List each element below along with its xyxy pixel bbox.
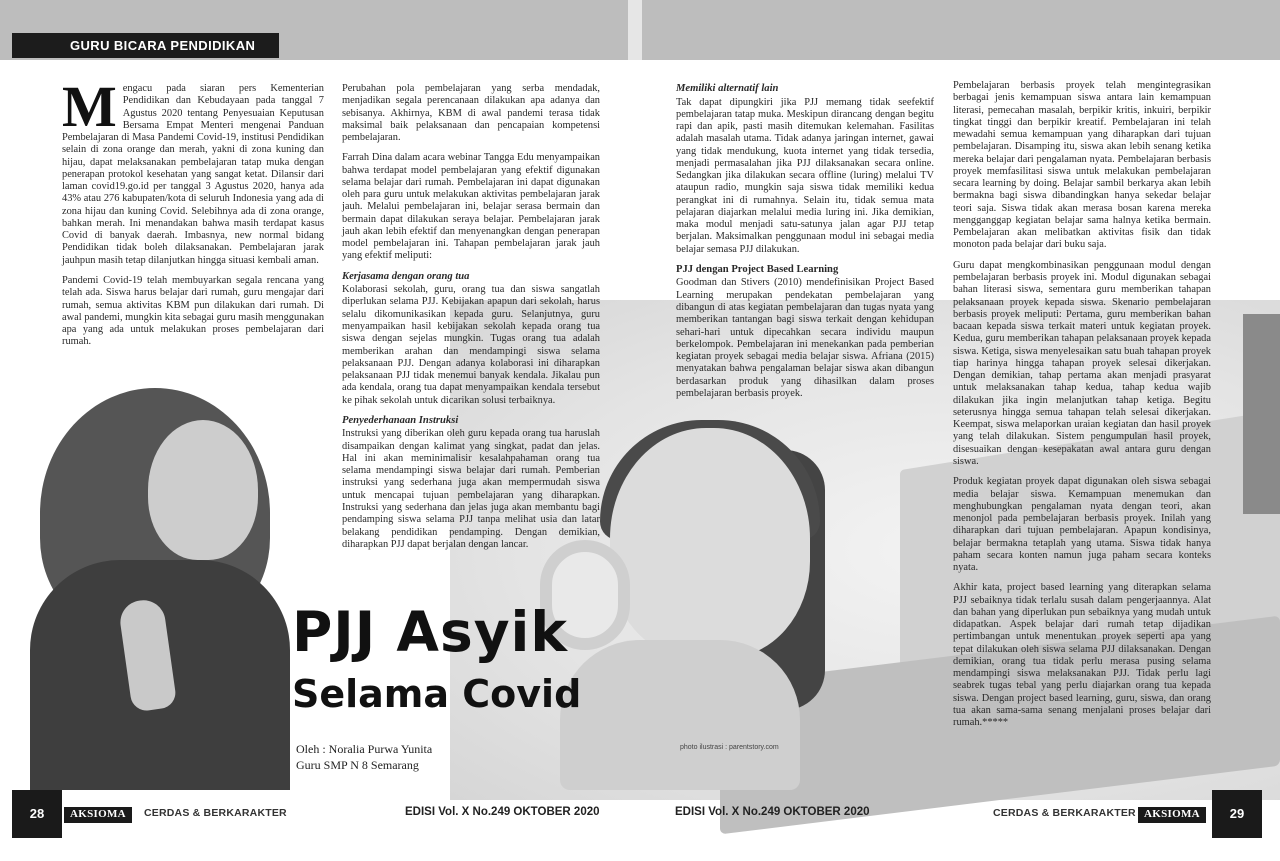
subheading: PJJ dengan Project Based Learning — [676, 263, 839, 275]
photo-credit: photo ilustrasi : parentstory.com — [680, 744, 779, 751]
author-name: Oleh : Noralia Purwa Yunita — [296, 742, 433, 756]
paragraph: Pembelajaran berbasis proyek telah mengintegrasikan berbagai jenis kemampuan siswa antara lain kemampuan literasi, pemecahan masalah, berpikir kritis, inkuiri, berpikir tingkat tinggi dan berpikir kreatif. Pembelajaran ini telah mewadahi semua kemampuan yang diharapkan dari tujuan pembelajaran. Disamping itu, siswa akan lebih senang ketika mereka belajar dari pengalaman nyata. Pembelajaran berbasis proyek memfasilitasi siswa untuk melakukan pembelajaran secara learning by doing. Belajar sambil berkarya akan lebih bermakna bagi siswa dibandingkan hanya sekedar belajar teori saja. Siswa tidak akan merasa bosan karena mereka mengganggap kegiatan belajar sama halnya ketika bermain. Pembelajaran akan melibatkan aktivitas fisik dan tidak monoton pada belajar dari buku saja. — [953, 80, 1211, 251]
author-face-image — [148, 420, 258, 560]
page-number-left: 28 — [12, 790, 62, 838]
author-role: Guru SMP N 8 Semarang — [296, 758, 419, 773]
tagline-left: CERDAS & BERKARAKTER — [144, 807, 287, 819]
paragraph: Farrah Dina dalam acara webinar Tangga Edu menyampaikan bahwa terdapat model pembelajaran yang efektif digunakan selama belajar dari rumah. Pembelajaran ini dapat digunakan oleh para guru untuk melakukan aktivitas pembelajaran jarak jauh. Melalui pembelajaran ini, belajar serasa bermain dan bermain dapat dilakukan seraya belajar. Pembelajaran jarak jauh akan lebih efektif dan menyenangkan dengan penerapan model pembelajaran ini. Tahapan pembelajaran jarak jauh yang efektif meliputi: — [342, 152, 600, 262]
paragraph: Kolaborasi sekolah, guru, orang tua dan siswa sangatlah diperlukan selama PJJ. Kebijakan apapun dari sekolah, harus selalu dikomunikasikan kepada guru. Selanjutnya, guru menyampaikan hasil kebijakan sekolah kepada orang tua siswa dengan sejelas mungkin. Tugas orang tua adalah memberikan arahan dan mendampingi siswa selama pelaksanaan PJJ. Dengan adanya kolaborasi ini diharapkan pelaksanaan PJJ tidak menemui banyak kendala. Jikalau pun ada kendala, orang tua dapat menyampaikan kendala tersebut ke pihak sekolah untuk dicarikan solusi terbaiknya. — [342, 284, 600, 406]
article-subtitle: Selama Covid — [292, 672, 582, 716]
subheading: Kerjasama dengan orang tua — [342, 270, 470, 282]
subheading: Memiliki alternatif lain — [676, 83, 779, 94]
paragraph: Perubahan pola pembelajaran yang serba mendadak, menjadikan segala perencanaan dilakukan apa adanya dan sebisanya. Akhirnya, KBM di awal pandemi terasa tidak maksimal baik pelaksanaan dan pencapaian kompetensi pembelajaran. — [342, 83, 600, 144]
article-title: PJJ Asyik — [292, 600, 568, 664]
spine-gap — [628, 0, 642, 60]
paragraph: Instruksi yang diberikan oleh guru kepada orang tua haruslah disampaikan dengan kalimat yang singkat, padat dan jelas. Hal ini akan meminimalisir kesalahpahaman orang tua selama mendampingi siswa belajar dari rumah. Pemberian instruksi yang sederhana juga akan mempermudah siswa untuk mencapai tujuan pembelajaran yang diharapkan. Instruksi yang sederhana dan jelas juga akan membantu bagi pendamping siswa selama PJJ tanpa melihat usia dan latar belakang pendidikan pendamping. Dengan demikian, diharapkan PJJ dapat berjalan dengan lancar. — [342, 428, 600, 550]
edition-left: EDISI Vol. X No.249 OKTOBER 2020 — [405, 806, 600, 818]
page-number-right: 29 — [1212, 790, 1262, 838]
subheading: Penyederhanaan Instruksi — [342, 414, 459, 426]
paragraph: Produk kegiatan proyek dapat digunakan oleh siswa sebagai media belajar siswa. Kemampuan menemukan dan menghubungkan pengalaman nyata dengan teori, akan menonjol pada pembelajaran berbasis proyek. Inilah yang diharapkan dari tujuan pembelajaran. Apapun kondisinya, belajar bermakna tetaplah yang utama. Siswa tidak hanya paham secara konten namun juga paham secara konteks nyata. — [953, 476, 1211, 574]
side-tab — [1243, 314, 1280, 514]
paragraph: Mengacu pada siaran pers Kementerian Pendidikan dan Kebudayaan pada tanggal 7 Agustus 2020 tentang Penyesuaian Keputusan Bersama Empat Menteri mengenai Panduan Pembelajaran di Masa Pandemi Covid-19, institusi Pendidikan selain di zona orange dan merah, yakni di zona kuning dan hijau, dapat melaksanakan pembelajaran tatap muka dengan penerapan protokol kesehatan yang sangat ketat. Dilansir dari laman covid19.go.id per tanggal 3 Agustus 2020, hanya ada 43% atau 276 kabupaten/kota di seluruh Indonesia yang ada di zona hijau dan kuning Covid. Selebihnya ada di zona orange, bahkan merah. Ini menandakan bahwa masih terdapat kasus Covid di banyak daerah. Imbasnya, new normal bidang Pendidikan tidak boleh dilaksanakan. Pembelajaran jarak jauhpun masih tetap dilanjutkan hingga situasi kembali aman. — [62, 74, 324, 266]
brand-label-left: AKSIOMA — [64, 807, 132, 823]
article-column-4 — [953, 80, 1211, 738]
drop-cap: M — [62, 74, 117, 139]
paragraph: Tak dapat dipungkiri jika PJJ memang tidak seefektif pembelajaran tatap muka. Meskipun dirancang dengan begitu rapi dan apik, pasti masih ditemukan kelemahan. Fasilitas adalah masalah utama. Tidak adanya jaringan internet, gawai yang tidak mendukung, kuota internet yang tidak tersedia, menjadi permasalahan jika PJJ dilaksanakan secara online. Sedangkan jika dilakukan secara offline (luring) melalui TV ataupun radio, mungkin saja siswa tidak memiliki kedua perangkat ini di rumahnya. Selain itu, tidak semua mata pelajaran diajarkan melalui media luring ini. Jika demikian, maka modul menjadi satu-satunya jalan agar PJJ tetap berjalan. Maksimalkan penggunaan modul ini sebagai media belajar semasa PJJ dilakukan. — [676, 96, 934, 255]
girl-body-image — [560, 640, 800, 790]
paragraph: Goodman dan Stivers (2010) mendefinisikan Project Based Learning merupakan pendekatan pembelajaran yang dibangun di atas kegiatan pembelajaran dan tugas nyata yang memberikan tantangan bagi siswa terkait dengan kehidupan sehari-hari untuk dipecahkan secara individu maupun berkelompok. Pembelajaran ini menekankan pada pemberian kegiatan proyek sebagai media belajar siswa. Afriana (2015) menyatakan bahwa pengalaman belajar siswa akan dibangun berdasarkan produk yang dihasilkan dalam proses pembelajaran berbasis proyek. — [676, 277, 934, 399]
article-column-3 — [676, 83, 934, 408]
byline — [296, 741, 432, 773]
girl-face-image — [610, 428, 810, 658]
brand-label-right: AKSIOMA — [1138, 807, 1206, 823]
paragraph: Akhir kata, project based learning yang diterapkan selama PJJ sebaiknya tidak terlalu susah dalam pengerjaannya. Alat dan bahan yang diperlukan pun sebaiknya yang mudah untuk didapatkan. Aspek belajar dari rumah tetap dijadikan pertimbangan untuk menentukan proyek seperti apa yang tepat dilakukan oleh siswa selama PJJ dilaksanakan. Dengan demikian, orang tua tidak perlu merasa pusing selama mendampingi siswa melaksanakan PJJ. Tidak perlu lagi seabrek tugas tebal yang perlu diajarkan orang tua kepada siswa. Dengan project based learning, guru, siswa, dan orang tua akan sama-sama senang menjalani proses belajar dari rumah.***** — [953, 582, 1211, 729]
tagline-right: CERDAS & BERKARAKTER — [993, 807, 1136, 819]
article-column-1 — [62, 74, 325, 357]
article-column-2 — [342, 83, 600, 559]
paragraph: Pandemi Covid-19 telah membuyarkan segala rencana yang telah ada. Siswa harus belajar dari rumah, guru mengajar dari rumah, semua aktivitas KBM pun dilakukan dari rumah. Di awal pandemi, mungkin kita sebagai guru masih menggunakan apa yang ada untuk melakukan proses pembelajaran dari rumah. — [62, 274, 325, 348]
section-label: GURU BICARA PENDIDIKAN — [12, 33, 279, 58]
edition-right: EDISI Vol. X No.249 OKTOBER 2020 — [675, 806, 870, 818]
paragraph: Guru dapat mengkombinasikan penggunaan modul dengan pembelajaran berbasis proyek ini. Modul digunakan sebagai bahan literasi siswa, sementara guru memberikan tahapan pelaksanaan proyek kepada siswa. Skenario pembelajaran berbasis proyek meliputi: Pertama, guru memberikan bahan bacaan kepada siswa terkait materi untuk kegiatan proyek. Kedua, guru memberikan tahapan pelaksanaan proyek kepada siswa. Ketiga, siswa menyelesaikan satu buah tahapan proyek tiap harinya hingga tahapan proyek selesai dikerjakan. Dengan demikian, tahap pertama akan menjadi prasyarat untuk melaksanakan tahap kedua, tahap kedua wajib dilakukan jika ingin melanjutkan tahap ketiga. Begitu seterusnya hingga semua tahapan telah selesai dikerjakan. Keempat, siswa melaporkan uraian kegiatan dan hasil proyek yang telah dilakukan. Sistem pengumpulan hasil proyek, disesuaikan dengan kesepakatan awal antara guru dengan siswa. — [953, 259, 1211, 467]
